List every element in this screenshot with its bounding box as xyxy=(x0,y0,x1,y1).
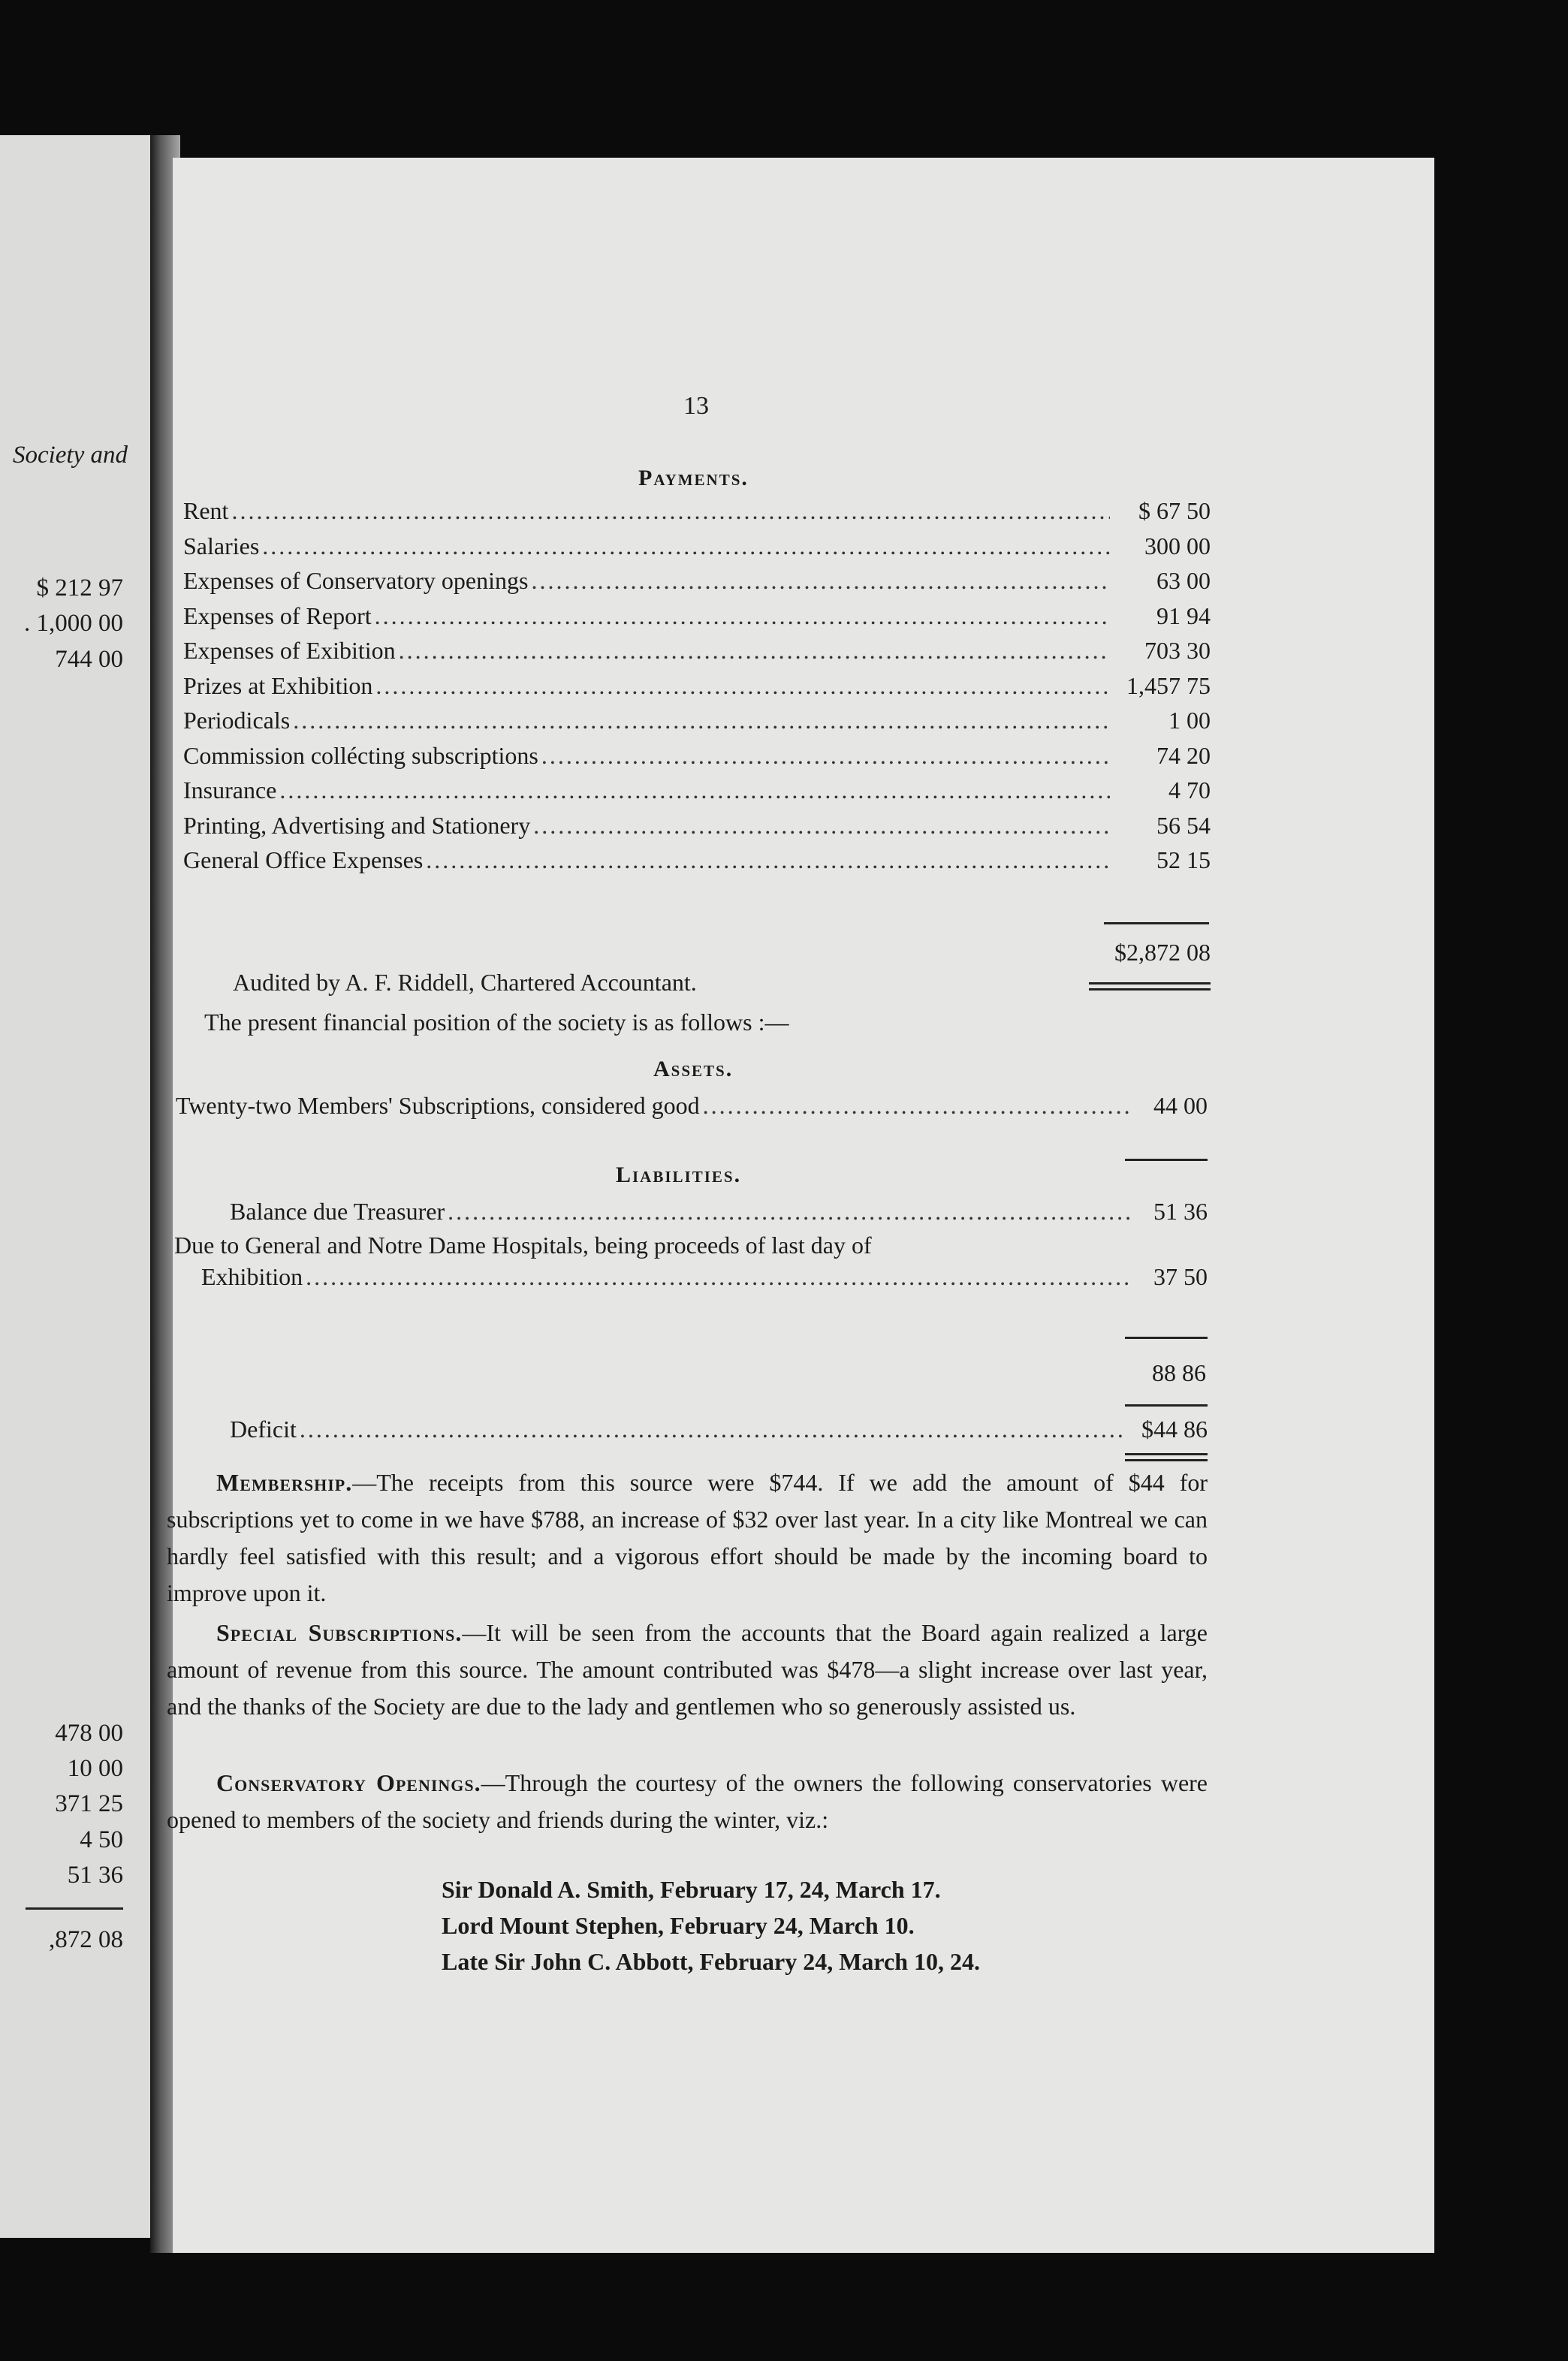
leader-dots xyxy=(703,1090,1129,1120)
leader-dots xyxy=(300,1414,1122,1444)
host-list xyxy=(442,1871,980,1980)
payment-amount: 91 94 xyxy=(1156,602,1211,629)
payment-row xyxy=(183,531,1211,561)
payment-amount: 52 15 xyxy=(1156,846,1211,873)
liability-amount: 51 36 xyxy=(1153,1198,1208,1225)
main-page xyxy=(167,158,1434,2253)
leader-dots xyxy=(375,671,1110,701)
leader-dots xyxy=(293,705,1110,735)
liability-row xyxy=(230,1196,1208,1226)
payments-total-rule xyxy=(1104,922,1209,924)
payment-label: Prizes at Exhibition xyxy=(183,671,373,699)
payment-label: Insurance xyxy=(183,776,277,804)
payment-label: General Office Expenses xyxy=(183,846,424,873)
liability-label-line1: Due to General and Notre Dame Hospitals, being proceeds of last day of xyxy=(174,1232,872,1259)
audit-line: Audited by A. F. Riddell, Chartered Accountant. xyxy=(233,969,697,996)
payment-amount: 56 54 xyxy=(1156,811,1211,839)
leader-dots xyxy=(448,1196,1129,1226)
left-amount: 10 00 xyxy=(67,1755,123,1782)
payments-double-rule xyxy=(1089,982,1211,991)
left-amount: 478 00 xyxy=(55,1720,123,1747)
left-amount: . 1,000 00 xyxy=(24,610,123,637)
payment-amount: 1 00 xyxy=(1168,707,1211,734)
conservatory-lead: Conservatory Openings. xyxy=(216,1769,481,1796)
payment-amount: 703 30 xyxy=(1144,637,1211,664)
payment-amount: 1,457 75 xyxy=(1126,671,1211,699)
leader-dots xyxy=(541,740,1110,770)
liabilities-rule xyxy=(1125,1337,1208,1339)
left-amount: 744 00 xyxy=(55,646,123,673)
membership-text: —The receipts from this source were $744. If we add the amount of $44 for subscriptions yet to come in we have $788, an increase of $32 over last year. In a city like Montreal we can hardly feel satisfied with this result; and a vigorous effort should be made by the incoming board to improve upon it. xyxy=(167,1469,1208,1606)
leader-dots xyxy=(306,1262,1129,1292)
leader-dots xyxy=(262,531,1110,561)
assets-row xyxy=(176,1090,1208,1120)
left-amount: $ 212 97 xyxy=(36,574,123,602)
payment-label: Expenses of Exibition xyxy=(183,637,396,664)
payment-amount: 4 70 xyxy=(1168,776,1211,804)
assets-rule xyxy=(1125,1159,1208,1161)
payment-row xyxy=(183,635,1211,665)
host-entry: Late Sir John C. Abbott, February 24, March 10, 24. xyxy=(442,1948,981,1975)
special-subscriptions-paragraph xyxy=(167,1615,1208,1725)
payment-amount: 300 00 xyxy=(1144,532,1211,559)
payment-label: Salaries xyxy=(183,532,260,559)
payment-row xyxy=(183,775,1211,805)
leader-dots xyxy=(399,635,1110,665)
membership-lead: Membership. xyxy=(216,1469,353,1496)
host-entry: Sir Donald A. Smith, February 17, 24, March 17. xyxy=(442,1876,941,1903)
payment-row xyxy=(183,705,1211,735)
host-entry: Lord Mount Stephen, February 24, March 10. xyxy=(442,1912,915,1939)
payment-label: Periodicals xyxy=(183,707,291,734)
conservatory-paragraph xyxy=(167,1765,1208,1838)
leader-dots xyxy=(231,496,1110,526)
payment-label: Printing, Advertising and Stationery xyxy=(183,811,531,839)
page-number: 13 xyxy=(683,392,709,420)
leader-dots xyxy=(533,810,1110,840)
left-heading-fragment: Society and xyxy=(12,442,128,469)
payments-heading: Payments. xyxy=(638,466,749,490)
assets-amount: 44 00 xyxy=(1153,1092,1208,1119)
payment-amount: 74 20 xyxy=(1156,741,1211,769)
left-amount: 371 25 xyxy=(55,1790,123,1817)
subtotal-rule xyxy=(1125,1404,1208,1407)
payment-label: Expenses of Report xyxy=(183,602,372,629)
payment-row xyxy=(183,810,1211,840)
membership-paragraph xyxy=(167,1464,1208,1612)
liability-row xyxy=(201,1262,1208,1292)
leader-dots xyxy=(426,845,1110,875)
special-lead: Special Subscriptions. xyxy=(216,1619,463,1646)
payments-total: $2,872 08 xyxy=(1114,939,1211,966)
liabilities-heading: Liabilities. xyxy=(616,1162,742,1187)
payment-label: Commission collécting subscriptions xyxy=(183,741,538,769)
assets-label: Twenty-two Members' Subscriptions, considered good xyxy=(176,1092,700,1119)
leader-dots xyxy=(375,601,1110,631)
deficit-amount: $44 86 xyxy=(1141,1416,1208,1443)
deficit-double-rule xyxy=(1125,1453,1208,1461)
left-total-rule xyxy=(26,1907,123,1910)
liability-amount: 37 50 xyxy=(1153,1263,1208,1290)
payment-amount: 63 00 xyxy=(1156,567,1211,594)
left-amount: 4 50 xyxy=(80,1826,123,1853)
leader-dots xyxy=(279,775,1110,805)
payment-row xyxy=(183,671,1211,701)
leader-dots xyxy=(531,565,1110,596)
payment-label: Expenses of Conservatory openings xyxy=(183,567,529,594)
left-total: ,872 08 xyxy=(49,1926,123,1953)
left-amount: 51 36 xyxy=(67,1862,123,1889)
deficit-label: Deficit xyxy=(230,1416,297,1443)
assets-heading: Assets. xyxy=(653,1057,734,1081)
payment-row xyxy=(183,601,1211,631)
payment-label: Rent xyxy=(183,497,229,524)
payment-row xyxy=(183,565,1211,596)
left-facing-page xyxy=(0,135,150,2238)
liability-label-line2: Exhibition xyxy=(201,1263,303,1290)
payment-row xyxy=(183,496,1211,526)
deficit-row xyxy=(230,1414,1208,1444)
liabilities-subtotal: 88 86 xyxy=(1152,1359,1206,1386)
position-line: The present financial position of the society is as follows :— xyxy=(204,1009,789,1036)
special-text: —It will be seen from the accounts that the Board again realized a large amount of revenue from this source. The amount contributed was $478—a slight increase over last year, and the thanks of the Society are due to the lady and gentlemen who so generously assisted us. xyxy=(167,1619,1208,1720)
payment-amount: $ 67 50 xyxy=(1138,497,1211,524)
payment-row xyxy=(183,845,1211,875)
conservatory-text: —Through the courtesy of the owners the following conservatories were opened to members of the society and friends during the winter, viz.: xyxy=(167,1769,1208,1833)
payment-row xyxy=(183,740,1211,770)
liability-label: Balance due Treasurer xyxy=(230,1198,445,1225)
